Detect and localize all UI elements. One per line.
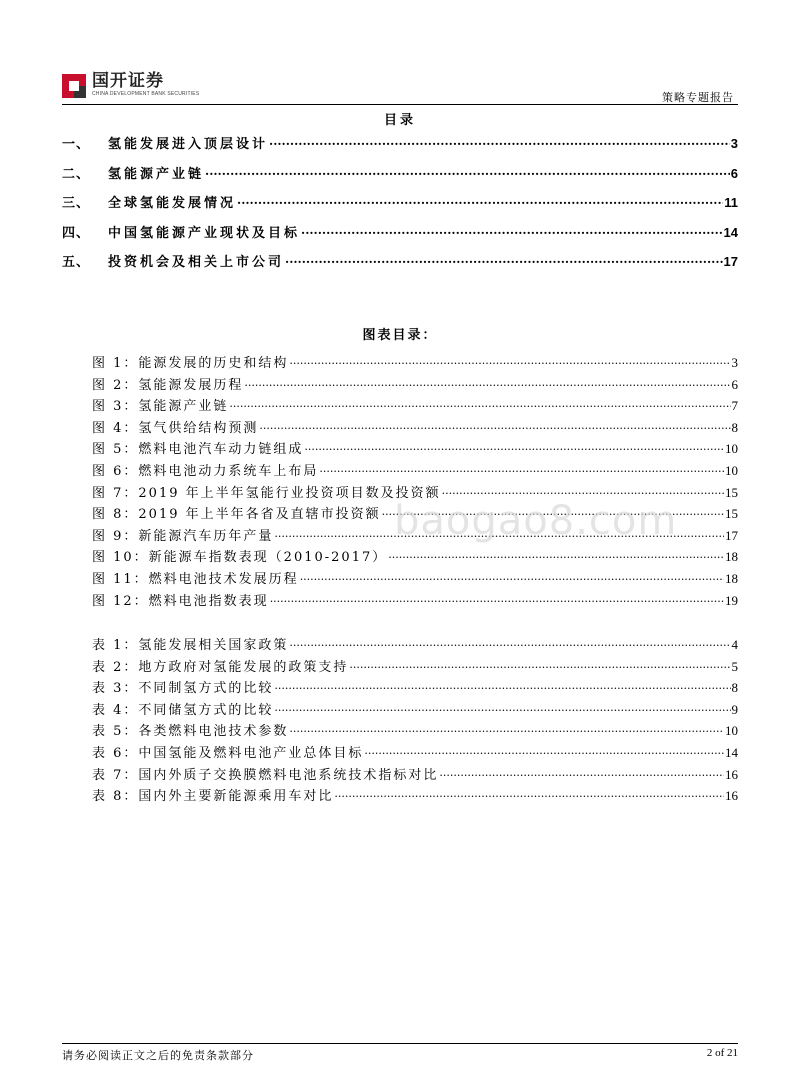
figure-entry[interactable] <box>92 590 738 612</box>
figure-entry-page: 19 <box>725 592 738 608</box>
dot-leader <box>388 548 724 561</box>
table-entry-label: 表 3：不同制氢方式的比较 <box>92 681 274 697</box>
toc-entry[interactable] <box>62 222 738 252</box>
dot-leader <box>205 164 730 178</box>
dot-leader <box>270 592 724 605</box>
dot-leader <box>364 744 724 757</box>
page-header <box>62 72 738 106</box>
toc-entry-label: 氢能发展进入顶层设计 <box>108 137 269 152</box>
dot-leader <box>319 462 724 475</box>
toc-title: 目录 <box>383 113 416 128</box>
dot-leader <box>229 397 730 410</box>
toc-entry-number: 二、 <box>62 166 91 182</box>
dot-leader <box>334 787 724 800</box>
toc-main-list <box>62 133 738 281</box>
toc-entry[interactable] <box>62 163 738 193</box>
logo-name-cn: 国开证券 <box>92 71 164 91</box>
figure-entry-label: 图 8：2019 年上半年各省及直辖市投资额 <box>92 507 381 523</box>
figure-entry-label: 图 5：燃料电池汽车动力链组成 <box>92 442 304 458</box>
table-entry-label: 表 6：中国氢能及燃料电池产业总体目标 <box>92 745 364 761</box>
footer-divider <box>62 1043 738 1044</box>
figure-entry-page: 3 <box>731 355 738 370</box>
figure-entry-label: 图 6：燃料电池动力系统车上布局 <box>92 463 319 479</box>
figure-entry-page: 17 <box>725 527 738 543</box>
table-entry[interactable] <box>92 742 738 764</box>
figure-entry-label: 图 11：燃料电池技术发展历程 <box>92 571 299 587</box>
figure-entry[interactable] <box>92 352 738 374</box>
toc-entry-page: 6 <box>730 165 738 181</box>
figure-entry-page: 18 <box>725 570 738 586</box>
toc-entry[interactable] <box>62 192 738 222</box>
figure-entry-page: 10 <box>725 441 738 457</box>
figure-entry[interactable] <box>92 395 738 417</box>
table-entry-page: 5 <box>731 658 738 674</box>
figures-title: 图表目录： <box>362 328 438 343</box>
figure-entry[interactable] <box>92 546 738 568</box>
toc-entry-label: 中国氢能源产业现状及目标 <box>108 225 301 241</box>
footer-disclaimer: 请务必阅读正文之后的免责条款部分 <box>62 1049 254 1062</box>
dot-leader <box>289 722 724 735</box>
toc-entry-page: 11 <box>724 195 738 210</box>
tables-list <box>92 634 738 807</box>
table-entry-label: 表 7：国内外质子交换膜燃料电池系统技术指标对比 <box>92 767 439 783</box>
table-entry-page: 16 <box>725 788 738 804</box>
toc-entry-label: 全球氢能发展情况 <box>108 196 237 211</box>
figure-entry-label: 图 1：能源发展的历史和结构 <box>92 356 289 371</box>
figure-entry-page: 7 <box>731 398 738 414</box>
figure-entry-page: 15 <box>725 484 738 500</box>
dot-leader <box>244 376 730 389</box>
table-entry-label: 表 1：氢能发展相关国家政策 <box>92 638 289 653</box>
figure-entry-label: 图 4：氢气供给结构预测 <box>92 420 259 436</box>
table-entry[interactable] <box>92 677 738 699</box>
figure-entry[interactable] <box>92 374 738 396</box>
toc-entry-number: 一、 <box>62 137 91 152</box>
dot-leader <box>259 419 730 432</box>
table-entry[interactable] <box>92 656 738 678</box>
dot-leader <box>304 440 724 453</box>
figure-entry[interactable] <box>92 568 738 590</box>
figure-entry-label: 图 3：氢能源产业链 <box>92 399 229 415</box>
toc-entry[interactable] <box>62 133 738 163</box>
header-divider <box>62 104 738 105</box>
report-type: 策略专题报告 <box>662 91 734 104</box>
toc-entry-page: 3 <box>730 136 738 151</box>
dot-leader <box>237 193 723 207</box>
figure-entry-page: 6 <box>731 376 738 392</box>
toc-entry-label: 氢能源产业链 <box>108 166 205 182</box>
dot-leader <box>269 134 730 148</box>
toc-entry-label: 投资机会及相关上市公司 <box>108 255 285 270</box>
logo-name-en: CHINA DEVELOPMENT BANK SECURITIES <box>92 91 200 97</box>
dot-leader <box>289 354 730 367</box>
table-entry[interactable] <box>92 785 738 807</box>
figure-entry-label: 图 7：2019 年上半年氢能行业投资项目数及投资额 <box>92 485 441 501</box>
figure-entry-page: 15 <box>725 506 738 522</box>
toc-entry-number: 三、 <box>62 196 91 211</box>
company-logo <box>62 72 199 102</box>
table-entry-page: 10 <box>725 723 738 739</box>
dot-leader <box>442 484 724 497</box>
figure-entry[interactable] <box>92 417 738 439</box>
table-entry[interactable] <box>92 764 738 786</box>
toc-entry-page: 17 <box>723 254 738 269</box>
figure-entry-label: 图 2：氢能源发展历程 <box>92 377 244 393</box>
dot-leader <box>349 658 730 671</box>
dot-leader <box>285 252 723 266</box>
figure-entry-page: 10 <box>725 462 738 478</box>
figure-entry-page: 18 <box>725 549 738 565</box>
table-entry-label: 表 2：地方政府对氢能发展的政策支持 <box>92 659 349 675</box>
watermark: baogao8.com <box>394 498 678 544</box>
figure-entry-label: 图 9：新能源汽车历年产量 <box>92 528 274 544</box>
table-entry[interactable] <box>92 699 738 721</box>
dot-leader <box>439 766 724 779</box>
dot-leader <box>300 570 724 583</box>
toc-entry-number: 五、 <box>62 255 91 270</box>
dot-leader <box>274 679 730 692</box>
dot-leader <box>289 636 730 649</box>
logo-mark-icon <box>62 74 86 98</box>
figures-list <box>92 352 738 611</box>
toc-entry[interactable] <box>62 251 738 281</box>
table-entry-page: 9 <box>731 701 738 717</box>
table-entry[interactable] <box>92 720 738 742</box>
figure-entry-page: 8 <box>731 419 738 435</box>
table-entry-page: 4 <box>731 637 738 652</box>
figure-entry[interactable] <box>92 460 738 482</box>
toc-entry-page: 14 <box>723 224 738 240</box>
figure-entry[interactable] <box>92 438 738 460</box>
table-entry-label: 表 4：不同储氢方式的比较 <box>92 702 274 718</box>
dot-leader <box>301 223 723 237</box>
table-entry-page: 16 <box>725 766 738 782</box>
table-entry-page: 8 <box>731 680 738 696</box>
table-entry-label: 表 5：各类燃料电池技术参数 <box>92 724 289 740</box>
dot-leader <box>274 701 730 714</box>
toc-entry-number: 四、 <box>62 225 91 241</box>
table-entry-page: 14 <box>725 744 738 760</box>
table-entry-label: 表 8：国内外主要新能源乘用车对比 <box>92 789 334 805</box>
figure-entry-label: 图 12：燃料电池指数表现 <box>92 593 269 609</box>
page-number: 2 of 21 <box>706 1047 738 1059</box>
table-entry[interactable] <box>92 634 738 656</box>
figure-entry-label: 图 10：新能源车指数表现（2010-2017） <box>92 550 388 566</box>
